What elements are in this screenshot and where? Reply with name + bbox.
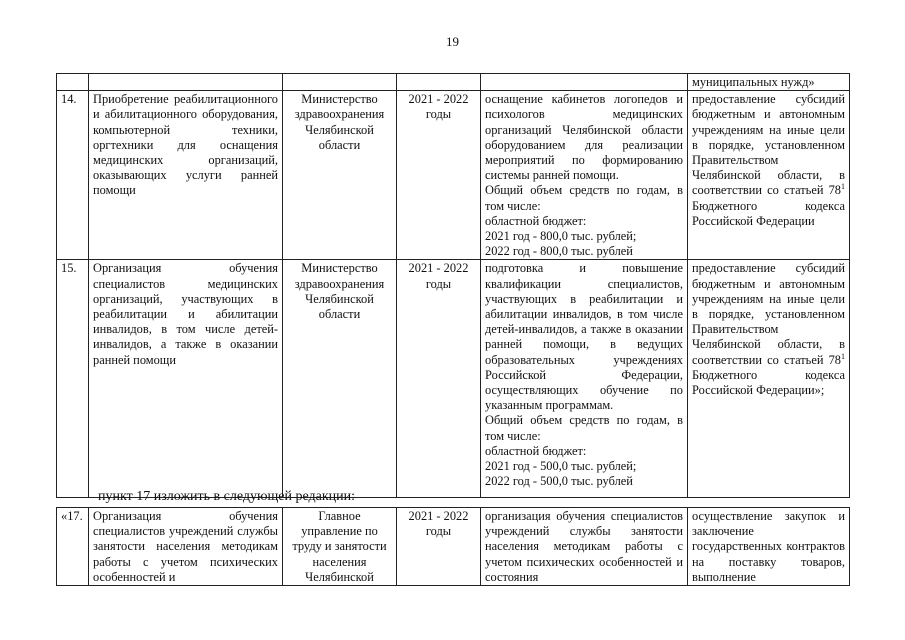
expected-result [481,91,688,260]
mechanism-text: предоставление субсидий бюджетным и автономным учреждениям на иные цели в порядке, установленном Правительством Челябинской области, в соответствии со статьей 78 [692,261,845,367]
mechanism-text-end: Бюджетного кодекса Российской Федерации [692,198,845,228]
cell-name [89,74,283,91]
row-number: «17. [57,508,89,586]
mechanism [688,91,850,260]
mechanism: осуществление закупок и заключение государственных контрактов на поставку товаров, выполнение [688,508,850,586]
table-row-15 [57,260,850,498]
cell-mechanism: муниципальных нужд» [688,74,850,91]
table-row-14 [57,91,850,260]
continuation-row [57,74,850,91]
cell-num [57,74,89,91]
article-superscript: 1 [841,351,845,361]
period: 2021 - 2022 годы [397,91,481,260]
funding-2021: 2021 год - 500,0 тыс. рублей; [485,459,637,474]
period: 2021 - 2022 годы [397,260,481,498]
mechanism [688,260,850,498]
page-number: 19 [446,34,459,49]
executor: Министерство здравоохранения Челябинской области [283,260,397,498]
expected-result [481,260,688,498]
table-row-17 [57,508,850,586]
result-text: подготовка и повышение квалификации специалистов, участвующих в реабилитации и абилитации инвалидов, в том числе детей-инвалидов, а также в оказании ранней помощи, в ведущих образовательных учреждениях Российской Федерации, осуществляющих обучение по указанным программам. [485,261,683,413]
funding-2022: 2022 год - 500,0 тыс. рублей [485,474,633,489]
program-table-17 [56,507,850,586]
period: 2021 - 2022 годы [397,508,481,586]
article-superscript: 1 [841,182,845,192]
measure-name: Организация обучения специалистов медицинских организаций, участвующих в реабилитации и абилитации инвалидов, в том числе детей-инвалидов, а также в оказании ранней помощи [89,260,283,498]
mechanism-text-end: Бюджетного кодекса Российской Федерации»; [692,367,845,398]
row-number: 14. [57,91,89,260]
cell-result [481,74,688,91]
row-number: 15. [57,260,89,498]
program-table [56,73,850,498]
funding-budget: областной бюджет: [485,213,587,228]
expected-result: организация обучения специалистов учреждений службы занятости населения методикам работы с учетом психических особенностей и состояния [481,508,688,586]
funding-intro: Общий объем средств по годам, в том числе: [485,183,683,213]
funding-budget: областной бюджет: [485,443,587,458]
funding-intro: Общий объем средств по годам, в том числе: [485,413,683,443]
edit-instruction: пункт 17 изложить в следующей редакции: [98,489,355,504]
measure-name: Организация обучения специалистов учреждений службы занятости населения методикам работы с учетом психических особенностей и [89,508,283,586]
mechanism-text: предоставление субсидий бюджетным и автономным учреждениям на иные цели в порядке, установленном Правительством Челябинской области, в соответствии со статьей 78 [692,92,845,198]
funding-2021: 2021 год - 800,0 тыс. рублей; [485,229,637,244]
cell-period [397,74,481,91]
result-text: оснащение кабинетов логопедов и психологов медицинских организаций Челябинской области оборудованием для реализации мероприятий по формированию системы ранней помощи. [485,92,683,183]
executor: Главное управление по труду и занятости населения Челябинской [283,508,397,586]
cell-executor [283,74,397,91]
funding-2022: 2022 год - 800,0 тыс. рублей [485,244,633,259]
measure-name: Приобретение реабилитационного и абилитационного оборудования, компьютерной техники, оргтехники для оснащения медицинских организаций, оказывающих услуги ранней помощи [89,91,283,260]
executor: Министерство здравоохранения Челябинской области [283,91,397,260]
